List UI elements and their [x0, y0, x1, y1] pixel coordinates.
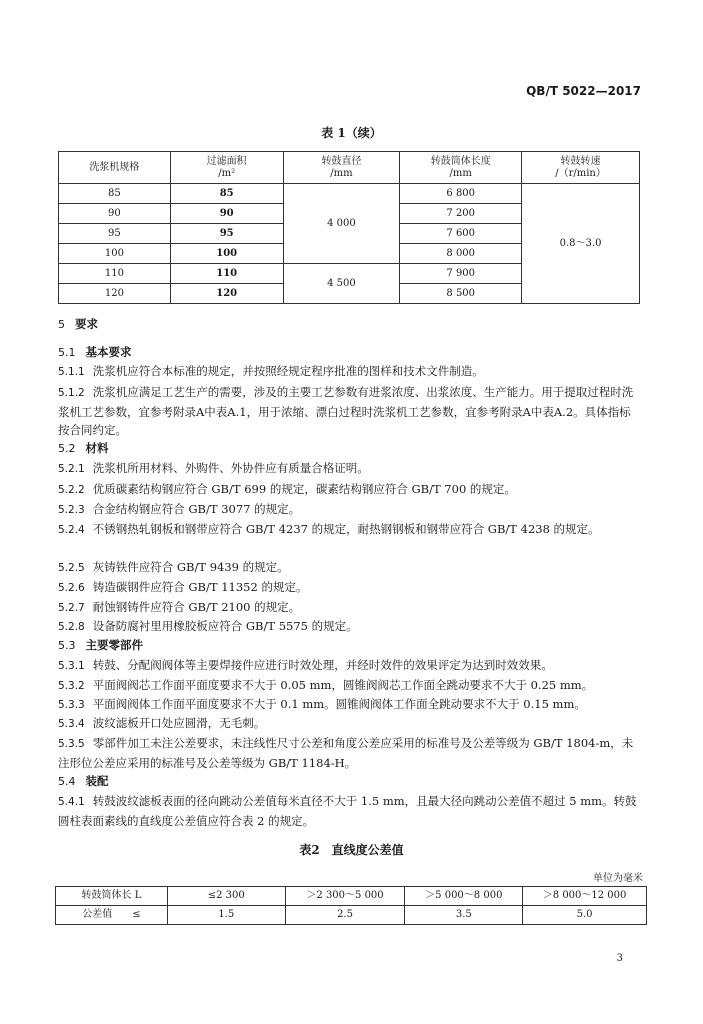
section-heading: [58, 315, 98, 334]
clause-number: 5.3.5: [58, 738, 85, 750]
value-cell: 3.5: [405, 906, 523, 925]
table2: [55, 886, 647, 925]
clause-text: 优质碳素结构钢应符合 GB/T 699 的规定，碳素结构钢应符合 GB/T 700 的规定。: [92, 482, 516, 496]
length-cell: 7 600: [400, 224, 522, 244]
paragraph: [58, 656, 640, 676]
clause-number: 5.1.2: [58, 387, 85, 399]
table1-header-cell: 过滤面积 /m²: [170, 152, 283, 184]
clause-number: 5.2.8: [58, 621, 85, 633]
clause-number: 5.4.1: [58, 796, 85, 808]
clause-number: 5.3.4: [58, 718, 85, 730]
row-label: 转鼓筒体长 L: [56, 887, 168, 906]
clause-number: 5.2.5: [58, 562, 85, 574]
clause-number: 5.1.1: [58, 366, 85, 378]
range-cell: ＞8 000～12 000: [523, 887, 647, 906]
spec-cell: 90: [59, 204, 171, 224]
section-title: 要求: [75, 317, 98, 331]
paragraph: [58, 617, 640, 637]
clause-text: 洗浆机所用材料、外购件、外协件应有质量合格证明。: [92, 461, 369, 475]
table1-caption: 表 1（续）: [321, 126, 382, 140]
clause-text: 波纹滤板开口处应圆滑，无毛刺。: [92, 716, 266, 730]
clause-number: 5.2.1: [58, 463, 85, 475]
paragraph: [58, 598, 640, 618]
speed-cell: 0.8～3.0: [522, 184, 640, 304]
range-cell: ＞2 300～5 000: [285, 887, 405, 906]
clause-number: 5.2.2: [58, 484, 85, 496]
section-number: 5: [58, 318, 65, 331]
clause-text: 转鼓、分配阀阀体等主要焊接件应进行时效处理，并经时效件的效果评定为达到时效效果。: [92, 658, 553, 672]
clause-text: 灰铸铁件应符合 GB/T 9439 的规定。: [92, 560, 289, 574]
length-cell: 8 500: [400, 284, 522, 304]
area-cell: 110: [170, 264, 283, 284]
clause-text: 不锈钢热轧钢板和钢带应符合 GB/T 4237 的规定，耐热钢钢板和钢带应符合 GB/T 4238 的规定。: [92, 522, 600, 536]
paragraph: [58, 578, 640, 598]
length-cell: 7 200: [400, 204, 522, 224]
value-cell: 2.5: [285, 906, 405, 925]
spec-cell: 85: [59, 184, 171, 204]
length-cell: 7 900: [400, 264, 522, 284]
area-cell: 100: [170, 244, 283, 264]
paragraph: [58, 734, 640, 772]
paragraph: [58, 362, 640, 382]
range-cell: ≤2 300: [167, 887, 285, 906]
section-title: 材料: [85, 441, 109, 455]
paragraph: [58, 792, 640, 830]
standard-number: QB/T 5022—2017: [526, 84, 641, 98]
clause-text: 设备防腐衬里用橡胶板应符合 GB/T 5575 的规定。: [92, 619, 358, 633]
paragraph: [58, 480, 640, 500]
page-number: 3: [616, 953, 623, 964]
spec-cell: 120: [59, 284, 171, 304]
area-cell: 95: [170, 224, 283, 244]
clause-text: 平面阀阀芯工作面平面度要求不大于 0.05 mm，圆锥阀阀芯工作面全跳动要求不大于 0.25 mm。: [92, 678, 594, 692]
paragraph: [58, 558, 640, 578]
subsection-heading: [58, 343, 132, 362]
unit-note: 单位为毫米: [593, 873, 643, 884]
section-number: 5.2: [58, 442, 76, 455]
table2-caption: 表2 直线度公差值: [299, 843, 404, 857]
table1-header-cell: 转鼓直径 /mm: [283, 152, 400, 184]
table1: [58, 151, 640, 304]
clause-text: 转鼓波纹滤板表面的径向跳动公差值每米直径不大于 1.5 mm，且最大径向跳动公差值不超过 5 mm。转鼓圆柱表面素线的直线度公差值应符合表 2 的规定。: [58, 794, 637, 828]
clause-number: 5.2.7: [58, 602, 85, 614]
section-title: 基本要求: [85, 345, 132, 359]
paragraph: [58, 695, 648, 715]
subsection-heading: [58, 439, 109, 458]
clause-number: 5.2.3: [58, 504, 85, 516]
subsection-heading: [58, 636, 143, 655]
clause-text: 铸造碳钢件应符合 GB/T 11352 的规定。: [92, 580, 308, 594]
area-cell: 90: [170, 204, 283, 224]
table1-header-cell: 转鼓转速 /（r/min）: [522, 152, 640, 184]
clause-text: 零部件加工未注公差要求，未注线性尺寸公差和角度公差应采用的标准号及公差等级为 GB/T 1804-m，未注形位公差应采用的标准号及公差等级为 GB/T 1184-H。: [58, 736, 634, 770]
clause-number: 5.3.2: [58, 680, 85, 692]
clause-text: 洗浆机应符合本标准的规定，并按照经规定程序批准的图样和技术文件制造。: [92, 364, 484, 378]
length-cell: 6 800: [400, 184, 522, 204]
clause-number: 5.2.6: [58, 582, 85, 594]
table-row: [56, 887, 647, 906]
section-number: 5.3: [58, 639, 76, 652]
clause-number: 5.3.3: [58, 699, 85, 711]
spec-cell: 100: [59, 244, 171, 264]
value-cell: 1.5: [167, 906, 285, 925]
table1-header-cell: 洗浆机规格: [59, 152, 171, 184]
length-cell: 8 000: [400, 244, 522, 264]
paragraph: [58, 383, 640, 440]
section-number: 5.1: [58, 346, 76, 359]
section-title: 装配: [85, 774, 109, 788]
diameter-cell: 4 000: [283, 184, 400, 264]
row-label: 公差值 ≤: [56, 906, 168, 925]
diameter-cell: 4 500: [283, 264, 400, 304]
area-cell: 85: [170, 184, 283, 204]
clause-number: 5.3.1: [58, 660, 85, 672]
clause-number: 5.2.4: [58, 524, 85, 536]
paragraph: [58, 520, 640, 540]
value-cell: 5.0: [523, 906, 647, 925]
table1-header-row: [59, 152, 640, 184]
table-row: [59, 184, 640, 204]
clause-text: 合金结构钢应符合 GB/T 3077 的规定。: [92, 502, 301, 516]
paragraph: [58, 714, 640, 734]
table1-header-cell: 转鼓筒体长度 /mm: [400, 152, 522, 184]
spec-cell: 95: [59, 224, 171, 244]
paragraph: [58, 459, 640, 479]
spec-cell: 110: [59, 264, 171, 284]
section-number: 5.4: [58, 775, 76, 788]
clause-text: 耐蚀钢铸件应符合 GB/T 2100 的规定。: [92, 600, 301, 614]
clause-text: 洗浆机应满足工艺生产的需要，涉及的主要工艺参数有进浆浓度、出浆浓度、生产能力。用于提取过程时洗浆机工艺参数，宜参考附录A中表A.1，用于浓缩、漂白过程时洗浆机工艺参数，宜参考附录A中表A.2。具体指标按合同约定。: [58, 385, 634, 437]
paragraph: [58, 676, 648, 696]
area-cell: 120: [170, 284, 283, 304]
clause-text: 平面阀阀体工作面平面度要求不大于 0.1 mm。圆锥阀阀体工作面全跳动要求不大于 0.15 mm。: [92, 697, 586, 711]
range-cell: ＞5 000～8 000: [405, 887, 523, 906]
subsection-heading: [58, 772, 109, 791]
paragraph: [58, 500, 640, 520]
table-row: [56, 906, 647, 925]
section-title: 主要零部件: [85, 638, 143, 652]
